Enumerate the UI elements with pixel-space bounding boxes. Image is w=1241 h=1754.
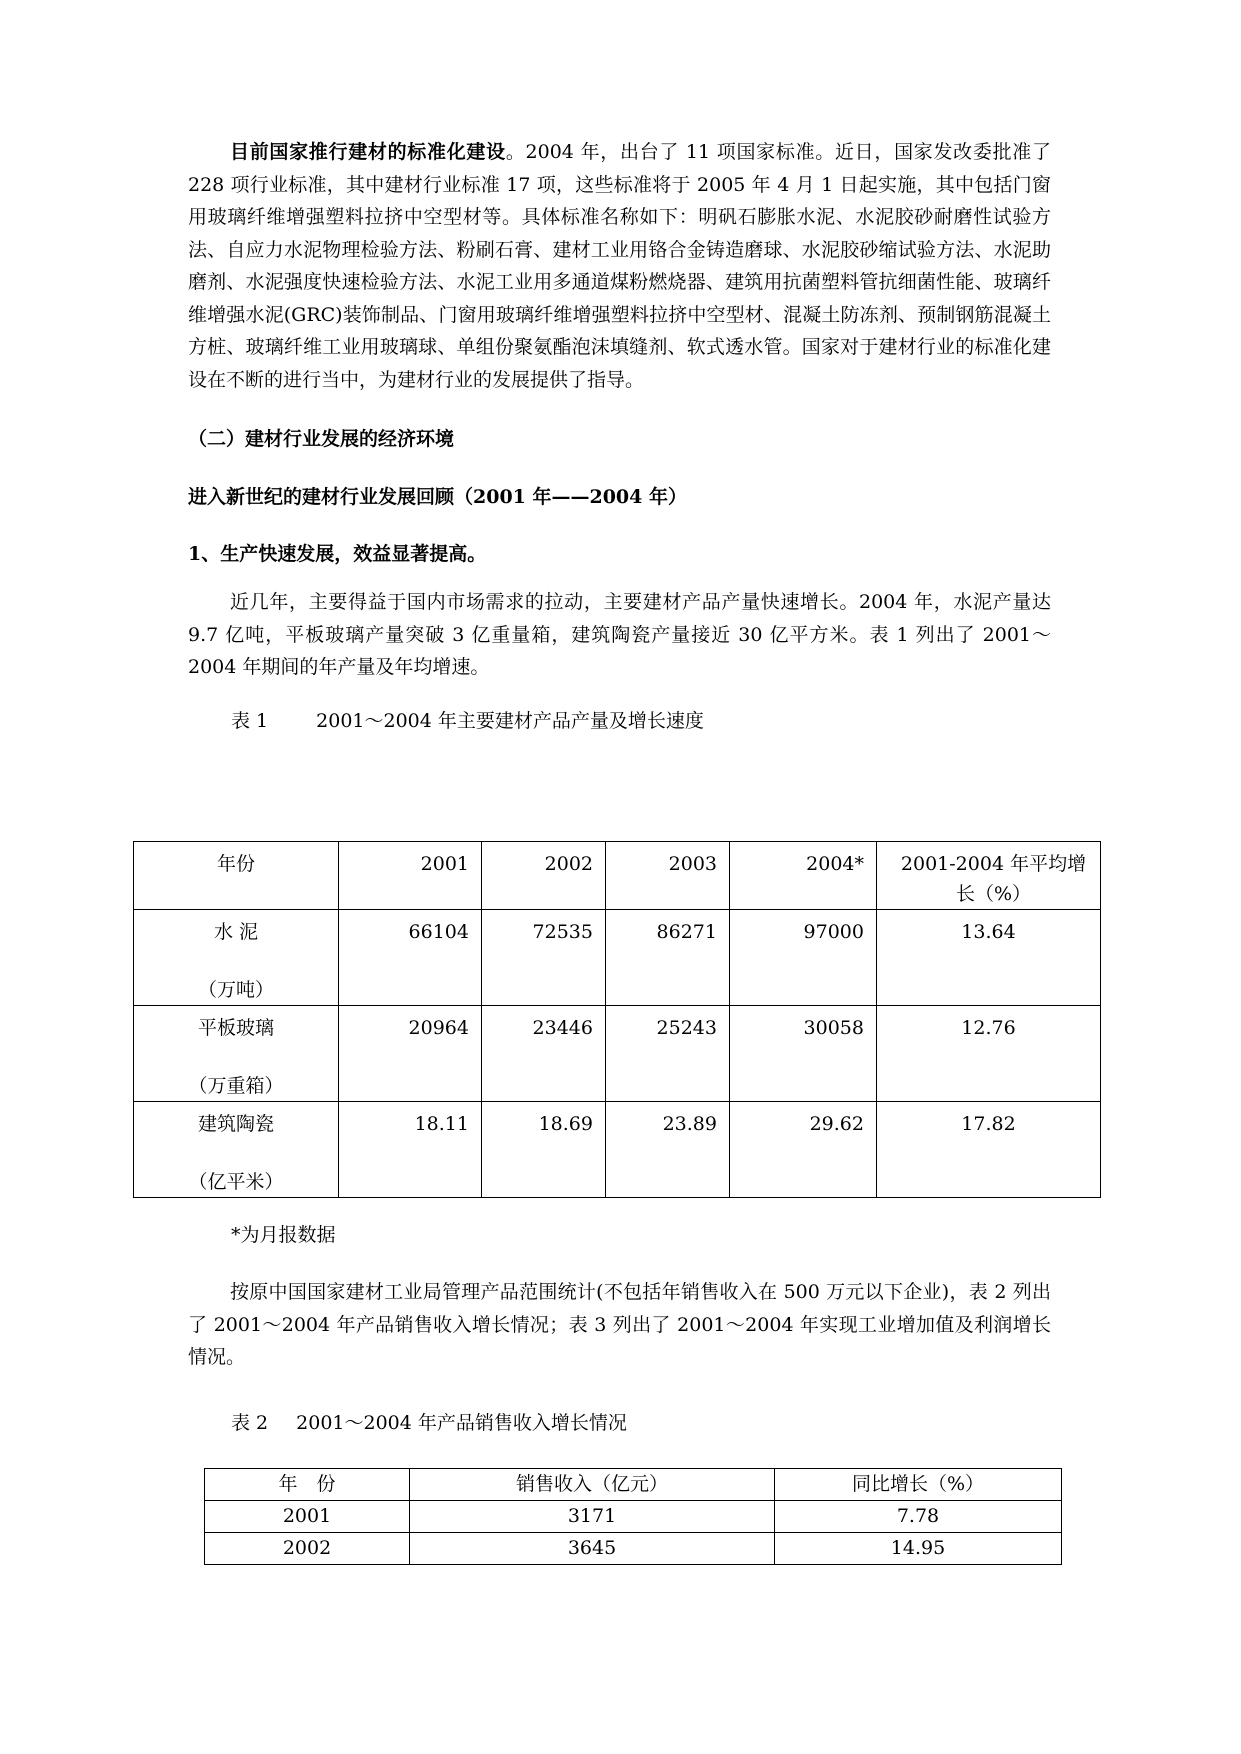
row-label — [134, 1006, 339, 1102]
table1-caption-text: 2001～2004 年主要建材产品产量及增长速度 — [316, 710, 704, 732]
subsection-heading: 进入新世纪的建材行业发展回顾（2001 年——2004 年） — [188, 486, 687, 508]
table-cell: 25243 — [606, 1006, 730, 1102]
table-header-row — [205, 1469, 1062, 1501]
header-cell: 年 份 — [205, 1469, 410, 1501]
table-cell: 18.69 — [482, 1102, 606, 1198]
table2-caption — [231, 1408, 627, 1435]
table-row — [134, 1006, 1101, 1102]
production-paragraph: 近几年，主要得益于国内市场需求的拉动，主要建材产品产量快速增长。2004 年，水泥产量达 9.7 亿吨，平板玻璃产量突破 3 亿重量箱，建筑陶瓷产量接近 30 亿平方米。表 1 列出了 2001～2004 年期间的年产量及年均增速。 — [188, 591, 1051, 678]
table-cell: 14.95 — [775, 1533, 1062, 1565]
table-cell: 97000 — [730, 910, 877, 1006]
table-cell: 29.62 — [730, 1102, 877, 1198]
header-cell: 2001-2004 年平均增长（%） — [877, 842, 1101, 910]
table-cell: 3645 — [410, 1533, 775, 1565]
table2-caption-text: 2001～2004 年产品销售收入增长情况 — [296, 1412, 627, 1434]
header-cell: 年份 — [134, 842, 339, 910]
table1-footnote: *为月报数据 — [231, 1224, 336, 1246]
table-cell: 13.64 — [877, 910, 1101, 1006]
table-cell: 23.89 — [606, 1102, 730, 1198]
table-cell: 72535 — [482, 910, 606, 1006]
table-row — [134, 910, 1101, 1006]
table-cell: 7.78 — [775, 1501, 1062, 1533]
header-cell: 销售收入（亿元） — [410, 1469, 775, 1501]
table-cell: 23446 — [482, 1006, 606, 1102]
table-cell: 86271 — [606, 910, 730, 1006]
product-name: 平板玻璃 — [197, 1017, 274, 1039]
table-cell: 30058 — [730, 1006, 877, 1102]
table-row — [205, 1501, 1062, 1533]
intro-bold-lead: 目前国家推行建材的标准化建设 — [230, 141, 506, 163]
intro-body: 。2004 年，出台了 11 项国家标准。近日，国家发改委批准了 228 项行业标准，其中建材行业标准 17 项，这些标准将于 2005 年 4 月 1 日起实施，其中包括门窗用玻璃纤维增强塑料拉挤中空型材等。具体标准名称如下：明矾石膨胀水泥、水泥胶砂耐磨性试验方法、自应力水泥物理检验方法、粉刷石膏、建材工业用铬合金铸造磨球、水泥胶砂缩试验方法、水泥助磨剂、水泥强度快速检验方法、水泥工业用多通道煤粉燃烧器、建筑用抗菌塑料管抗细菌性能、玻璃纤维增强水泥(GRC)装饰制品、门窗用玻璃纤维增强塑料拉挤中空型材、混凝土防冻剂、预制钢筋混凝土方桩、玻璃纤维工业用玻璃球、单组份聚氨酯泡沫填缝剂、软式透水管。国家对于建材行业的标准化建设在不断的进行当中，为建材行业的发展提供了指导。 — [188, 141, 1051, 391]
table-header-row — [134, 842, 1101, 910]
row-label — [134, 1102, 339, 1198]
header-cell: 2002 — [482, 842, 606, 910]
row-label — [134, 910, 339, 1006]
table-cell: 12.76 — [877, 1006, 1101, 1102]
table-cell: 20964 — [339, 1006, 482, 1102]
product-unit: （万重箱） — [188, 1075, 284, 1097]
table-cell: 18.11 — [339, 1102, 482, 1198]
header-cell: 同比增长（%） — [775, 1469, 1062, 1501]
table-cell: 17.82 — [877, 1102, 1101, 1198]
header-cell: 2003 — [606, 842, 730, 910]
table2-caption-number: 表 2 — [231, 1412, 269, 1434]
table-cell: 66104 — [339, 910, 482, 1006]
sales-table — [204, 1468, 1062, 1565]
production-table — [133, 841, 1101, 1198]
table-row — [205, 1533, 1062, 1565]
product-name: 建筑陶瓷 — [197, 1113, 274, 1135]
section-heading: （二）建材行业发展的经济环境 — [188, 428, 455, 450]
table1-caption — [231, 706, 704, 733]
table-cell: 3171 — [410, 1501, 775, 1533]
header-cell: 2001 — [339, 842, 482, 910]
header-cell: 2004* — [730, 842, 877, 910]
table-row — [134, 1102, 1101, 1198]
table-cell: 2001 — [205, 1501, 410, 1533]
product-unit: （亿平米） — [188, 1171, 284, 1193]
product-name: 水 泥 — [213, 921, 259, 943]
table-cell: 2002 — [205, 1533, 410, 1565]
point-heading: 1、生产快速发展，效益显著提高。 — [188, 543, 487, 565]
table1-caption-number: 表 1 — [231, 710, 269, 732]
product-unit: （万吨） — [197, 979, 274, 1001]
intro-paragraph — [188, 136, 1051, 396]
sales-paragraph: 按原中国国家建材工业局管理产品范围统计(不包括年销售收入在 500 万元以下企业)，表 2 列出了 2001～2004 年产品销售收入增长情况；表 3 列出了 2001～2004 年实现工业增加值及利润增长情况。 — [188, 1281, 1051, 1368]
